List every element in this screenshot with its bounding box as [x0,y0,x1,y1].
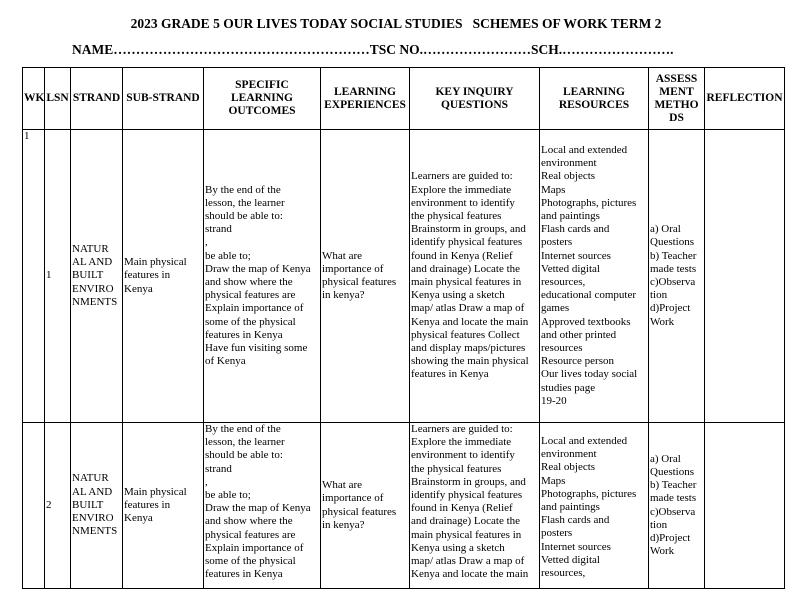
cell-experiences: What are importance of physical features in kenya? [321,423,410,589]
cell-experiences: What are importance of physical features in kenya? [321,130,410,423]
column-header-strand: STRAND [71,68,123,130]
cell-wk [23,423,45,589]
cell-outcomes: By the end of the lesson, the learner should be able to: strand , be able to; Draw the map of Kenya and show where the physical features are Explain importance of some of the physical features in Kenya [204,423,321,589]
column-header-assessment: ASSESS MENT METHO DS [649,68,705,130]
column-header-lsn: LSN [45,68,71,130]
column-header-reflection: REFLECTION [705,68,785,130]
table-row [23,130,785,423]
cell-strand: NATUR AL AND BUILT ENVIRO NMENTS [71,423,123,589]
document-title: 2023 GRADE 5 OUR LIVES TODAY SOCIAL STUDIES SCHEMES OF WORK TERM 2 [130,16,662,31]
cell-wk: 1 [23,130,45,423]
column-header-sub-strand: SUB-STRAND [123,68,204,130]
cell-sub-strand: Main physical features in Kenya [123,130,204,423]
cell-outcomes: By the end of the lesson, the learner should be able to: strand , be able to; Draw the map of Kenya and show where the physical features are Explain importance of some of the physical features in Kenya Have fun visiting some of Kenya [204,130,321,423]
column-header-inquiry: KEY INQUIRY QUESTIONS [410,68,540,130]
column-header-outcomes: SPECIFIC LEARNING OUTCOMES [204,68,321,130]
cell-assessment: a) Oral Questions b) Teacher made tests c)Observa tion d)Project Work [649,130,705,423]
cell-reflection [705,130,785,423]
table-row [23,423,785,589]
cell-assessment: a) Oral Questions b) Teacher made tests c)Observa tion d)Project Work [649,423,705,589]
cell-sub-strand: Main physical features in Kenya [123,423,204,589]
cell-inquiry: Learners are guided to: Explore the immediate environment to identify the physical features Brainstorm in groups, and identify physical features found in Kenya (Relief and drainage) Locate the main physical features in Kenya using a sketch map/ atlas Draw a map of Kenya and locate the main [410,423,540,589]
cell-lsn: 2 [45,423,71,589]
scheme-of-work-table [22,67,785,589]
cell-inquiry: Learners are guided to: Explore the immediate environment to identify the physical features Brainstorm in groups, and identify physical features found in Kenya (Relief and drainage) Locate the main physical features in Kenya using a sketch map/ atlas Draw a map of Kenya and locate the main physical features Collect and display maps/pictures showing the main physical features in Kenya [410,130,540,423]
cell-lsn: 1 [45,130,71,423]
header-row [23,68,785,130]
column-header-resources: LEARNING RESOURCES [540,68,649,130]
cell-reflection [705,423,785,589]
cell-strand: NATUR AL AND BUILT ENVIRO NMENTS [71,130,123,423]
name-tsc-school-line: NAME…………………………………………………TSC NO.……………………SCH.……………………. [72,42,674,57]
column-header-wk: WK [23,68,45,130]
column-header-experiences: LEARNING EXPERIENCES [321,68,410,130]
cell-resources: Local and extended environment Real objects Maps Photographs, pictures and paintings Flash cards and posters Internet sources Vetted digital resources, educational computer games Approved textbooks and other printed resources Resource person Our lives today social studies page 19-20 [540,130,649,423]
cell-resources: Local and extended environment Real objects Maps Photographs, pictures and paintings Flash cards and posters Internet sources Vetted digital resources, [540,423,649,589]
